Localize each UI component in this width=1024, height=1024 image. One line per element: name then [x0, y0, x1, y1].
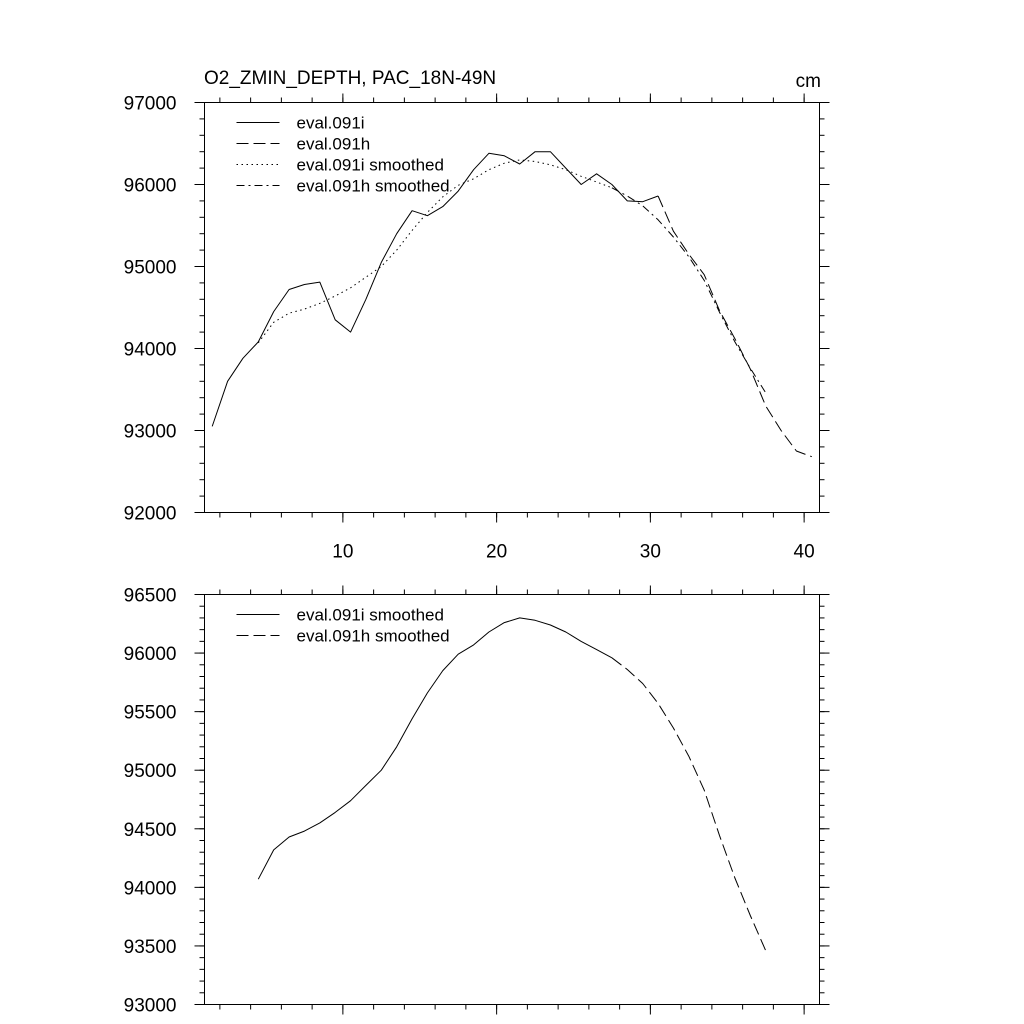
axis-ticks: [195, 94, 830, 523]
x-tick-label: 30: [639, 541, 661, 563]
legend: [237, 114, 450, 196]
series-line-0: [258, 618, 612, 879]
y-tick-label: 96000: [123, 175, 177, 197]
top-panel: [124, 68, 830, 563]
legend-label: eval.091h smoothed: [296, 626, 450, 646]
legend-label: eval.091i smoothed: [296, 605, 444, 625]
units-label: cm: [795, 71, 821, 92]
legend-label: eval.091h: [296, 134, 371, 154]
y-tick-labels: [124, 94, 177, 525]
y-tick-labels: [124, 586, 177, 1017]
x-tick-label: 10: [332, 541, 354, 563]
series-lines: [212, 152, 812, 457]
plot-frame: [205, 595, 820, 1005]
series-line-3: [612, 188, 766, 393]
y-tick-label: 95500: [123, 702, 177, 724]
y-tick-label: 93000: [123, 421, 177, 443]
series-lines: [258, 618, 765, 951]
y-tick-label: 95000: [123, 761, 177, 783]
y-tick-label: 93000: [123, 995, 177, 1017]
y-tick-label: 97000: [123, 93, 177, 115]
legend-label: eval.091i smoothed: [296, 155, 444, 175]
y-tick-label: 95000: [123, 257, 177, 279]
axis-ticks: [195, 586, 830, 1015]
y-tick-label: 94500: [123, 819, 177, 841]
y-tick-label: 93500: [123, 936, 177, 958]
series-line-1: [612, 658, 766, 951]
chart-title: O2_ZMIN_DEPTH, PAC_18N-49N: [204, 68, 497, 89]
legend-label: eval.091h smoothed: [296, 176, 450, 196]
x-tick-labels: [332, 542, 814, 563]
bottom-panel: [124, 586, 830, 1017]
legend: [237, 606, 450, 646]
series-line-1: [658, 196, 812, 457]
y-tick-label: 94000: [123, 878, 177, 900]
legend-label: eval.091i: [296, 113, 365, 133]
x-tick-label: 40: [793, 541, 815, 563]
y-tick-label: 94000: [123, 339, 177, 361]
y-tick-label: 96000: [123, 644, 177, 666]
y-tick-label: 96500: [123, 585, 177, 607]
x-tick-label: 20: [486, 541, 508, 563]
y-tick-label: 92000: [123, 503, 177, 525]
